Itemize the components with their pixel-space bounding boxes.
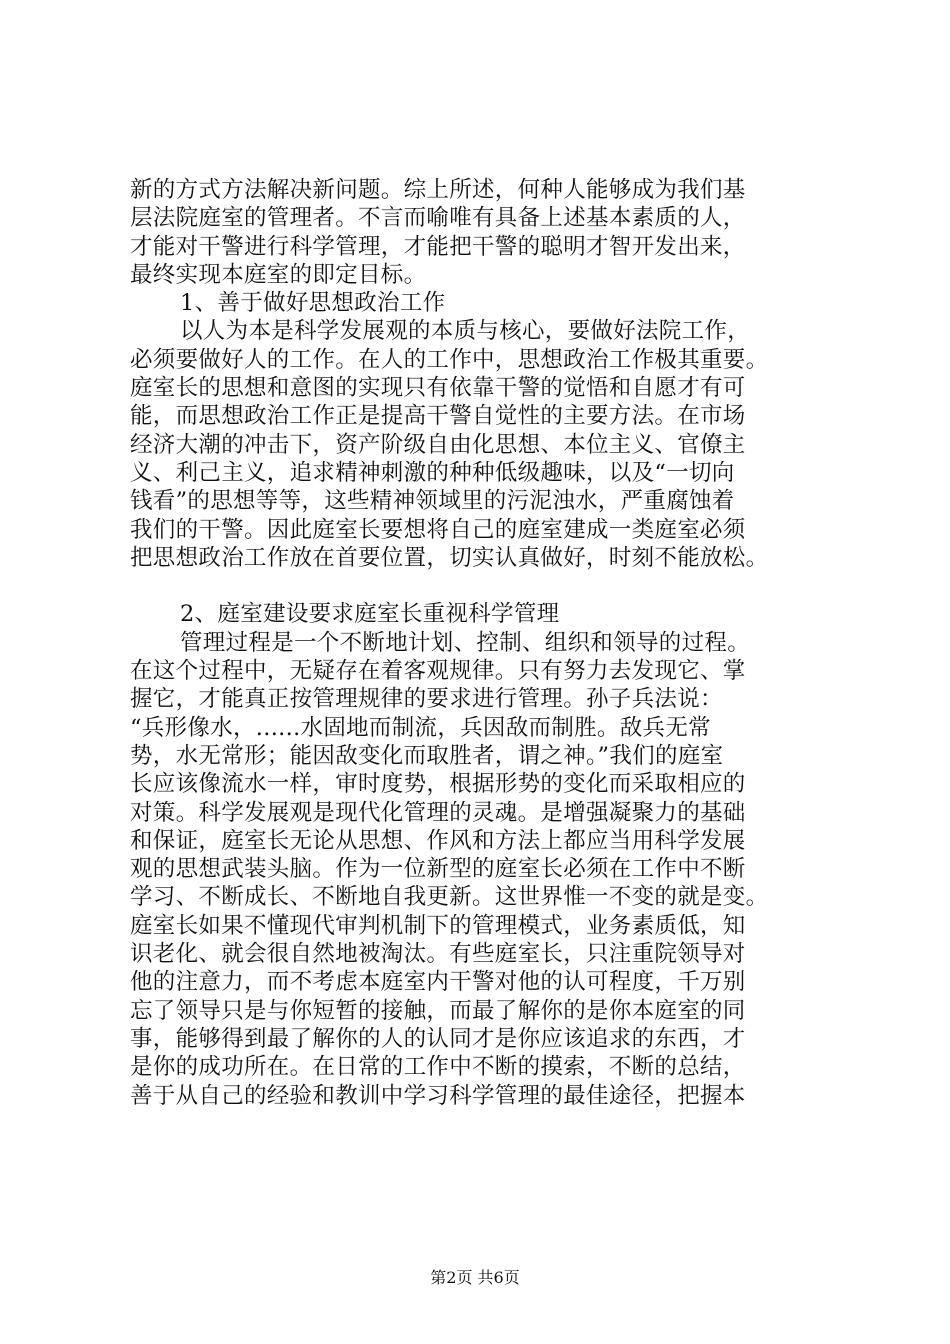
blank-line: [130, 572, 850, 600]
text-line: 和保证，庭室长无论从思想、作风和方法上都应当用科学发展: [130, 827, 746, 854]
text-line: 势，水无常形；能因敌变化而取胜者，谓之神。”我们的庭室: [130, 742, 724, 769]
text-line: 学习、不断成长、不断地自我更新。这世界惟一不变的就是变。: [130, 884, 769, 911]
paragraph-first-line: 管理过程是一个不断地计划、控制、组织和领导的过程。: [180, 629, 751, 656]
text-line: 新的方式方法解决新问题。综上所述，何种人能够成为我们基: [130, 177, 746, 203]
text-line: 对策。科学发展观是现代化管理的灵魂。是增强凝聚力的基础: [130, 799, 746, 826]
text-line: “兵形像水，......水固地而制流，兵因敌而制胜。敌兵无常: [130, 714, 711, 741]
text-line: 才能对干警进行科学管理，才能把干警的聪明才智开发出来，: [130, 233, 746, 260]
text-line: 长应该像流水一样，审时度势，根据形势的变化而采取相应的: [130, 771, 746, 798]
text-line: 庭室长如果不懂现代审判机制下的管理模式，业务素质低，知: [130, 912, 746, 939]
text-line: 钱看”的思想等等，这些精神领域里的污泥浊水，严重腐蚀着: [130, 488, 735, 515]
section-heading: 2、庭室建设要求庭室长重视科学管理: [180, 601, 560, 628]
text-line: 他的注意力，而不考虑本庭室内干警对他的认可程度，千万别: [130, 969, 746, 996]
section-heading: 1、善于做好思想政治工作: [180, 290, 446, 317]
text-line: 义、利己主义，追求精神刺激的种种低级趣味，以及“一切向: [130, 459, 735, 486]
text-line: 忘了领导只是与你短暂的接触，而最了解你的是你本庭室的同: [130, 997, 746, 1024]
text-line: 庭室长的思想和意图的实现只有依靠干警的觉悟和自愿才有可: [130, 375, 746, 402]
text-line: 必须要做好人的工作。在人的工作中，思想政治工作极其重要。: [130, 346, 769, 373]
text-line: 识老化、就会很自然地被淘汰。有些庭室长，只注重院领导对: [130, 941, 746, 968]
text-line: 把思想政治工作放在首要位置，切实认真做好，时刻不能放松。: [130, 544, 769, 571]
text-line: 握它，才能真正按管理规律的要求进行管理。孙子兵法说：: [130, 686, 723, 713]
text-line: 我们的干警。因此庭室长要想将自己的庭室建成一类庭室必须: [130, 516, 746, 543]
text-line: 能，而思想政治工作正是提高干警自觉性的主要方法。在市场: [130, 403, 746, 430]
paragraph-first-line: 以人为本是科学发展观的本质与核心，要做好法院工作，: [180, 318, 751, 345]
text-line: 在这个过程中，无疑存在着客观规律。只有努力去发现它、掌: [130, 658, 746, 685]
body-text: [130, 176, 850, 1110]
page-footer: 第2页 共6页: [430, 1268, 520, 1287]
text-line: 是你的成功所在。在日常的工作中不断的摸索，不断的总结，: [130, 1054, 746, 1081]
text-line: 最终实现本庭室的即定目标。: [130, 261, 427, 288]
text-line: 事，能够得到最了解你的人的认同才是你应该追求的东西，才: [130, 1025, 746, 1052]
text-line: 经济大潮的冲击下，资产阶级自由化思想、本位主义、官僚主: [130, 431, 746, 458]
text-line: 层法院庭室的管理者。不言而喻唯有具备上述基本素质的人，: [130, 205, 746, 232]
text-line: 善于从自己的经验和教训中学习科学管理的最佳途径，把握本: [130, 1082, 746, 1109]
text-line: 观的思想武装头脑。作为一位新型的庭室长必须在工作中不断: [130, 856, 746, 883]
